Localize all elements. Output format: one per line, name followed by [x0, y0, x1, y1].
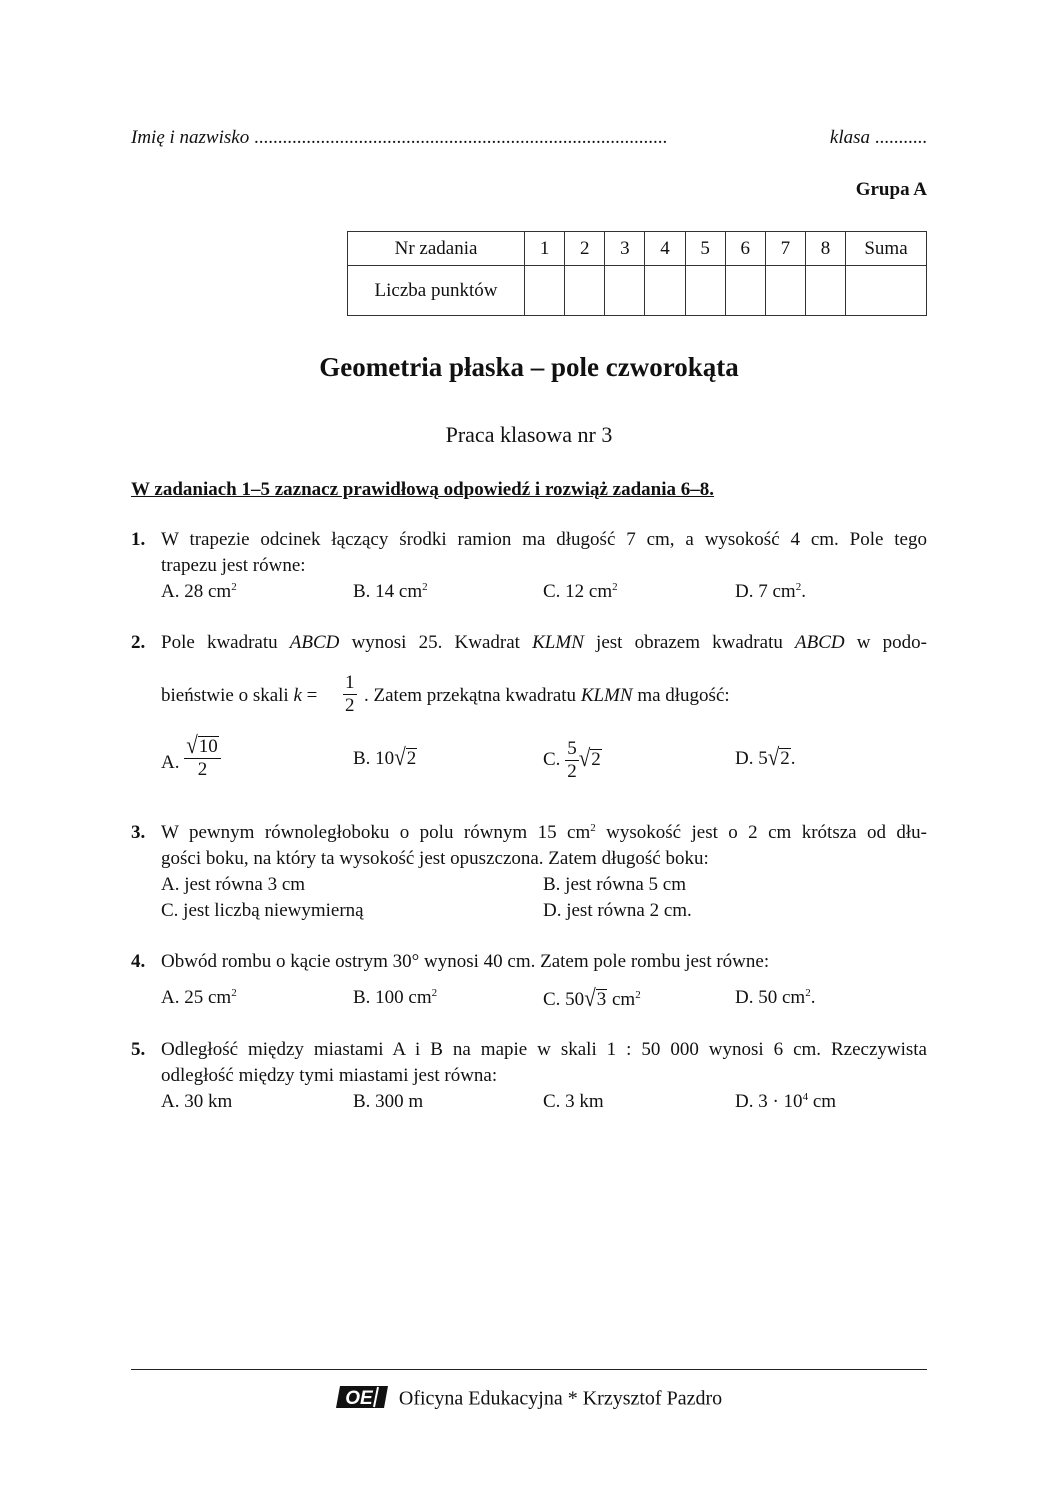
task-number: 3: [605, 232, 645, 266]
task-number-header: Nr zadania: [348, 232, 525, 266]
task-number: 5.: [131, 1039, 146, 1060]
option-c[interactable]: C. $\frac{5}{2}$ √2: [543, 738, 601, 782]
option-b[interactable]: B. jest równa 5 cm: [543, 874, 687, 895]
group-label: Grupa A: [855, 179, 927, 200]
points-header: Liczba punktów: [348, 266, 525, 316]
footer-divider: [131, 1369, 927, 1370]
class-label: klasa: [829, 127, 870, 148]
option-a[interactable]: A. $\frac{√10}{2}$: [161, 740, 221, 787]
task-text: Obwód rombu o kącie ostrym 30° wynosi 40 cm. Zatem pole rombu jest równe:: [161, 951, 770, 972]
task-text: gości boku, na który ta wysokość jest opuszczona. Zatem długość boku:: [161, 848, 709, 869]
class-field[interactable]: ...........: [874, 127, 927, 148]
task-number: 3.: [131, 822, 146, 843]
task-number: 4.: [131, 951, 146, 972]
points-cell[interactable]: [805, 266, 845, 316]
page-title: Geometria płaska – pole czworokąta: [319, 352, 739, 382]
task-text: bieństwie o skali k = $\frac{1}{2}$ . Zatem przekątna kwadratu KLMN ma długość:: [161, 672, 730, 716]
option-a[interactable]: A. jest równa 3 cm: [161, 874, 306, 895]
task-number: 5: [685, 232, 725, 266]
page-subtitle: Praca klasowa nr 3: [445, 422, 613, 447]
task-text: Odległość między miastami A i B na mapie w skali 1 : 50 000 wynosi 6 cm. Rzeczywista: [161, 1039, 927, 1060]
answer-options: [161, 872, 927, 898]
name-field[interactable]: .......................................................................................: [253, 127, 668, 148]
option-b[interactable]: B. 14 $cm^2$: [353, 581, 428, 602]
task-text: odległość między tymi miastami jest równa:: [161, 1065, 498, 1086]
option-c[interactable]: C. jest liczbą niewymierną: [161, 900, 364, 921]
task-text: Pole kwadratu ABCD wynosi 25. Kwadrat KLMN jest obrazem kwadratu ABCD w podo-: [161, 632, 927, 653]
task-2: [131, 630, 927, 808]
points-cell[interactable]: [685, 266, 725, 316]
option-c[interactable]: C. 12 $cm^2$: [543, 581, 618, 602]
option-d[interactable]: D. $3 \cdot 10^4$ cm: [735, 1091, 837, 1112]
answer-options: [161, 579, 927, 605]
task-text: W trapezie odcinek łączący środki ramion ma długość 7 cm, a wysokość 4 cm. Pole tego: [161, 529, 927, 550]
task-number: 1: [525, 232, 565, 266]
name-label: Imię i nazwisko: [131, 127, 250, 148]
points-cell[interactable]: [725, 266, 765, 316]
points-cell[interactable]: [605, 266, 645, 316]
score-table: [347, 231, 927, 316]
task-number: 2.: [131, 632, 146, 653]
answer-options: [161, 726, 927, 808]
task-4: [131, 949, 927, 1011]
option-b[interactable]: B. 10√2: [353, 743, 417, 771]
scale-fraction: $\frac{1}{2}$: [345, 672, 355, 716]
points-cell[interactable]: [565, 266, 605, 316]
publisher-logo: [336, 1384, 388, 1416]
option-b[interactable]: B. 300 m: [353, 1091, 424, 1112]
task-number: 4: [645, 232, 685, 266]
option-d[interactable]: D. 50 $cm^2$.: [735, 987, 816, 1008]
option-b[interactable]: B. 100 $cm^2$: [353, 987, 438, 1008]
option-a[interactable]: A. 25 $cm^2$: [161, 987, 237, 1008]
table-row: [348, 266, 927, 316]
sum-header: Suma: [846, 232, 927, 266]
answer-options: [161, 985, 927, 1011]
task-3: [131, 820, 927, 924]
task-text: trapezu jest równe:: [161, 555, 306, 576]
name-line: [131, 127, 927, 149]
option-d[interactable]: D. 5√2.: [735, 743, 796, 771]
option-a[interactable]: A. 28 $cm^2$: [161, 581, 237, 602]
task-number: 2: [565, 232, 605, 266]
task-text: W pewnym równoległoboku o polu równym 15 $cm^2$ wysokość jest o 2 cm krótsza od dłu-: [161, 822, 927, 843]
option-d[interactable]: D. 7 $cm^2$.: [735, 581, 806, 602]
task-5: [131, 1037, 927, 1115]
footer: [0, 1384, 1058, 1416]
table-row: [348, 232, 927, 266]
svg-text:OE: OE: [345, 1388, 373, 1409]
option-c[interactable]: C. 50√3 $cm^2$: [543, 984, 641, 1012]
answer-options: [161, 898, 927, 924]
task-number: 8: [805, 232, 845, 266]
points-cell[interactable]: [525, 266, 565, 316]
task-number: 6: [725, 232, 765, 266]
task-number: 7: [765, 232, 805, 266]
instruction: W zadaniach 1–5 zaznacz prawidłową odpowiedź i rozwiąż zadania 6–8.: [131, 479, 715, 500]
answer-options: [161, 1089, 927, 1115]
sum-cell[interactable]: [846, 266, 927, 316]
task-number: 1.: [131, 529, 146, 550]
points-cell[interactable]: [765, 266, 805, 316]
task-1: [131, 527, 927, 605]
option-a[interactable]: A. 30 km: [161, 1091, 233, 1112]
publisher-name: Oficyna Edukacyjna * Krzysztof Pazdro: [398, 1387, 723, 1410]
class-line: [830, 127, 927, 149]
option-c[interactable]: C. 3 km: [543, 1091, 604, 1112]
option-d[interactable]: D. jest równa 2 cm.: [543, 900, 692, 921]
points-cell[interactable]: [645, 266, 685, 316]
